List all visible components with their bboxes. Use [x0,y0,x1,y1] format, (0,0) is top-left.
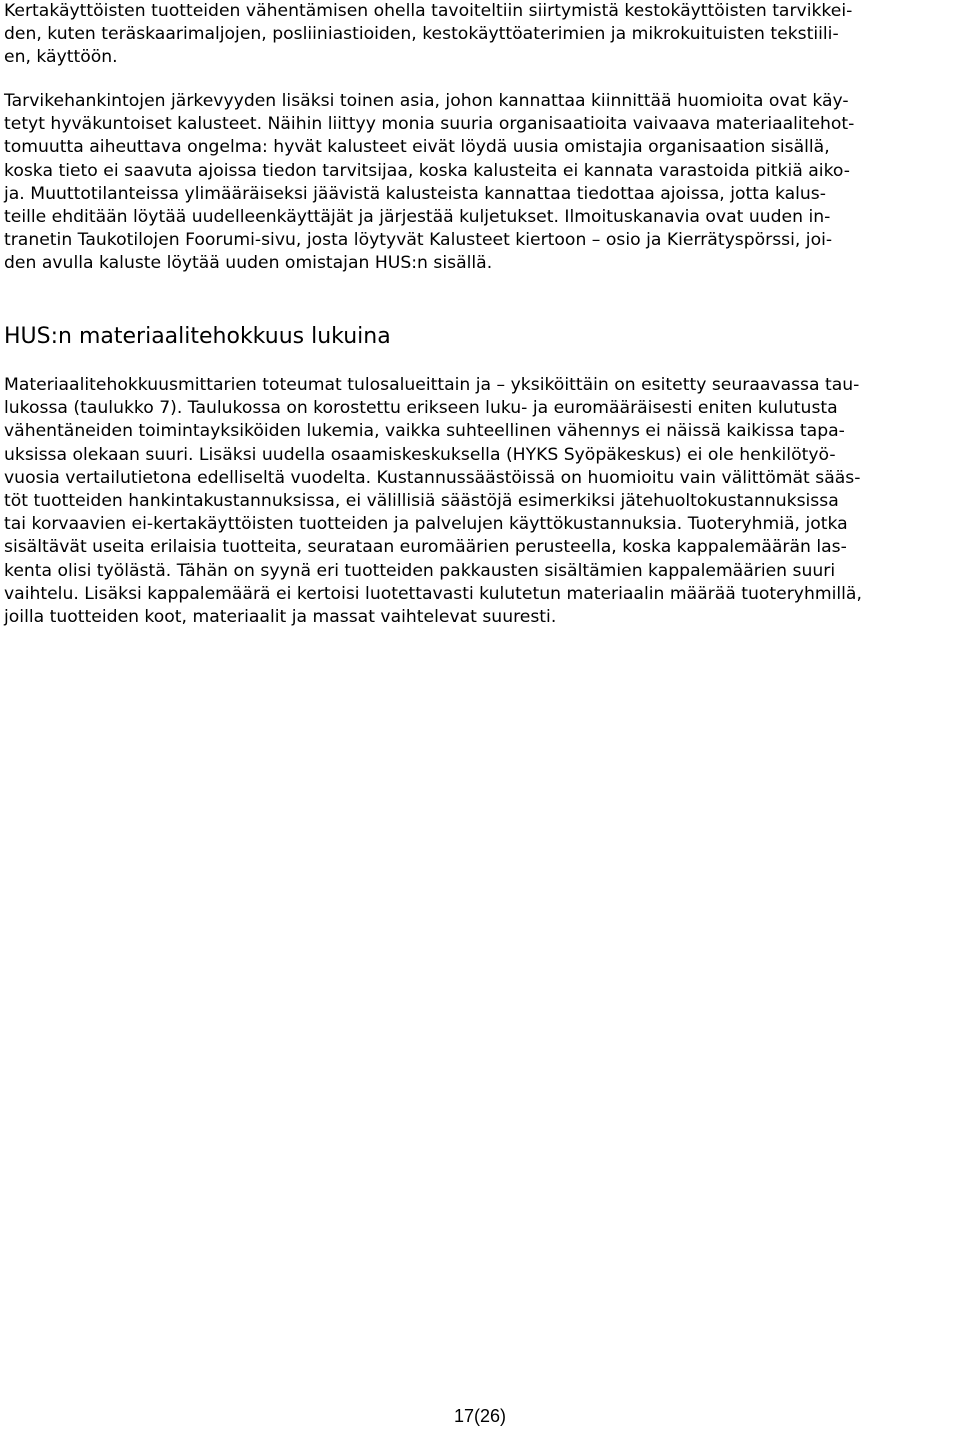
paragraph-furniture [4,90,854,276]
text-line: tomuutta aiheuttava ongelma: hyvät kalusteet eivät löydä uusia omistajia organisaation sisällä, [4,137,830,158]
text-line: Tarvikehankintojen järkevyyden lisäksi toinen asia, johon kannattaa kiinnittää huomioita ovat käy- [4,91,849,111]
text-line: den, kuten teräskaarimaljojen, posliiniastioiden, kestokäyttöaterimien ja mikrokuituisten tekstiili- [4,24,839,45]
text-line: töt tuotteiden hankintakustannuksissa, ei välillisiä säästöjä esimerkiksi jätehuoltokustannuksissa [4,490,839,511]
text-line: vaihtelu. Lisäksi kappalemäärä ei kertoisi luotettavasti kulutetun materiaalin määrää tuoteryhmillä, [4,583,862,604]
text-line: tai korvaavien ei-kertakäyttöisten tuotteiden ja palvelujen käyttökustannuksia. Tuoteryhmiä, jotka [4,514,848,535]
paragraph-efficiency-figures [4,374,862,629]
paragraph-disposable-products [4,0,852,70]
text-line: teille ehditään löytää uudelleenkäyttäjät ja järjestää kuljetukset. Ilmoituskanavia ovat uuden in- [4,206,831,227]
text-line: lukossa (taulukko 7). Taulukossa on korostettu erikseen luku- ja euromääräisesti eniten kulutusta [4,398,838,419]
text-line: tranetin Taukotilojen Foorumi-sivu, josta löytyvät Kalusteet kiertoon – osio ja Kierrätyspörssi, joi- [4,230,833,251]
section-heading: HUS:n materiaalitehokkuus lukuina [4,324,391,349]
text-line: vuosia vertailutietona edelliseltä vuodelta. Kustannussäästöissä on huomioitu vain välittömät sääs- [4,467,861,488]
text-line: Kertakäyttöisten tuotteiden vähentämisen ohella tavoiteltiin siirtymistä kestokäyttöisten tarvikkei- [4,1,853,21]
text-line: en, käyttöön. [4,47,118,68]
text-line: joilla tuotteiden koot, materiaalit ja massat vaihtelevat suuresti. [4,606,557,627]
text-line: kenta olisi työlästä. Tähän on syynä eri tuotteiden pakkausten sisältämien kappalemäärien suuri [4,560,836,581]
text-line: koska tieto ei saavuta ajoissa tiedon tarvitsijaa, koska kalusteita ei kannata varastoida pitkiä aiko- [4,160,850,181]
page-number: 17(26) [453,1406,507,1426]
text-line: tetyt hyväkuntoiset kalusteet. Näihin liittyy monia suuria organisaatioita vaivaava materiaalitehot- [4,114,855,135]
text-line: ja. Muuttotilanteissa ylimääräiseksi jäävistä kalusteista kannattaa tiedottaa ajoissa, jotta kalus- [4,183,826,204]
text-line: vähentäneiden toimintayksiköiden lukemia, vaikka suhteellinen vähennys ei näissä kaikissa tapa- [4,421,845,442]
text-line: Materiaalitehokkuusmittarien toteumat tulosalueittain ja – yksiköittäin on esitetty seuraavassa tau- [4,375,860,395]
text-line: uksissa olekaan suuri. Lisäksi uudella osaamiskeskuksella (HYKS Syöpäkeskus) ei ole henkilötyö- [4,444,836,465]
text-line: sisältävät useita erilaisia tuotteita, seurataan euromäärien perusteella, koska kappalemäärän las- [4,537,847,558]
text-line: den avulla kaluste löytää uuden omistajan HUS:n sisällä. [4,253,493,274]
